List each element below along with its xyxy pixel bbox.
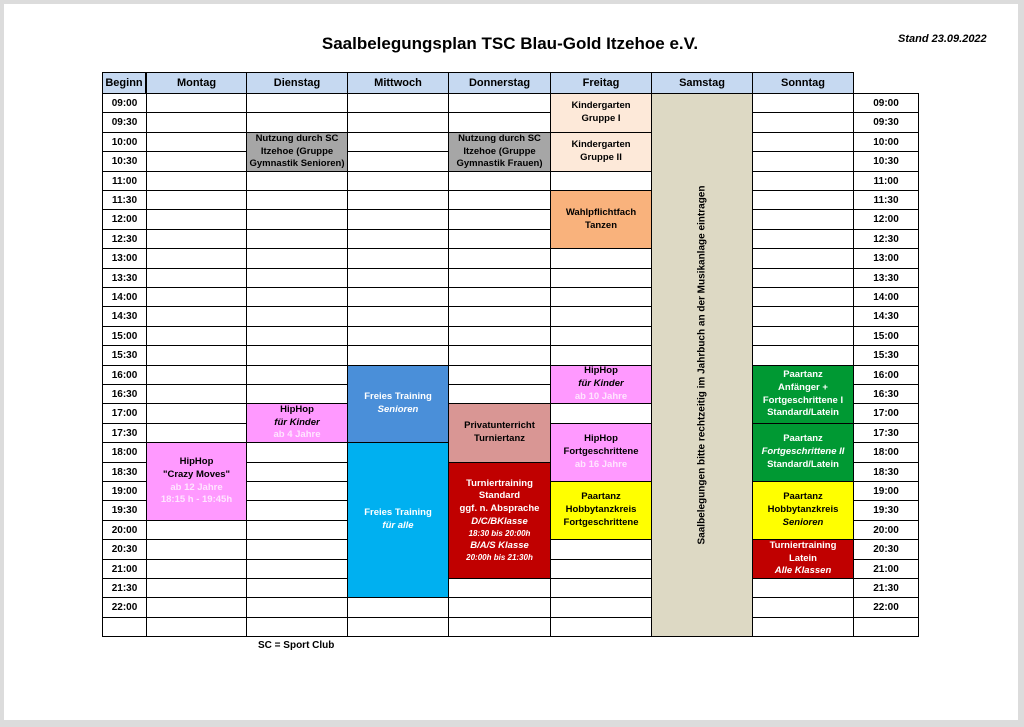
- event-mi-freies-senioren: [347, 365, 449, 443]
- slot-cell: [347, 248, 449, 269]
- slot-cell: [146, 384, 247, 404]
- time-cell-left: 20:00: [102, 520, 147, 540]
- time-cell-right: 13:30: [853, 268, 919, 288]
- slot-cell: [246, 578, 348, 598]
- slot-cell: [246, 209, 348, 230]
- event-line: Fortgeschrittene I: [762, 394, 844, 406]
- slot-cell: [347, 112, 449, 133]
- event-line: für Kinder: [274, 416, 320, 428]
- time-cell-right: 13:00: [853, 248, 919, 269]
- slot-cell: [448, 209, 551, 230]
- event-line: Hobbytanzkreis: [565, 504, 637, 516]
- slot-cell: [146, 171, 247, 191]
- slot-cell: [146, 209, 247, 230]
- slot-cell: [146, 112, 247, 133]
- event-do-privat: [448, 403, 551, 463]
- time-cell-left: 12:00: [102, 209, 147, 230]
- event-line: Gymnastik Frauen): [456, 158, 543, 170]
- time-cell-right: 10:00: [853, 132, 919, 152]
- event-fr-hiphop-fortg: [550, 423, 652, 482]
- slot-cell: [246, 559, 348, 579]
- time-cell-left: 15:30: [102, 345, 147, 366]
- slot-cell: [246, 268, 348, 288]
- slot-cell: [550, 539, 652, 560]
- event-so-paartanz3: [752, 481, 854, 540]
- time-cell-right: 18:30: [853, 462, 919, 482]
- event-fr-wahlpflicht: [550, 190, 652, 249]
- time-cell-right: 21:00: [853, 559, 919, 579]
- slot-cell: [246, 93, 348, 113]
- slot-cell: [347, 597, 449, 618]
- slot-cell: [752, 132, 854, 152]
- slot-cell: [752, 345, 854, 366]
- slot-cell: [550, 248, 652, 269]
- slot-cell: [246, 171, 348, 191]
- saturday-note: Saalbelegungen bitte rechtzeitig im Jahrbuch an der Musikanlage eintragen: [696, 185, 708, 545]
- slot-cell: [448, 345, 551, 366]
- event-line: HipHop: [280, 403, 314, 415]
- slot-cell: [448, 229, 551, 249]
- event-line: Turniertanz: [473, 433, 526, 444]
- slot-cell: [246, 500, 348, 521]
- time-cell-left: 13:00: [102, 248, 147, 269]
- event-line: Standard/Latein: [767, 458, 839, 470]
- slot-cell: [347, 151, 449, 172]
- event-line: Paartanz: [783, 491, 823, 503]
- date-stamp: Stand 23.09.2022: [898, 33, 987, 45]
- slot-cell: [146, 617, 247, 637]
- slot-cell: [550, 287, 652, 307]
- event-line: Privatunterricht: [464, 420, 535, 432]
- event-line: HipHop: [584, 433, 618, 445]
- slot-cell: [550, 345, 652, 366]
- slot-cell: [752, 112, 854, 133]
- slot-cell: [246, 520, 348, 540]
- time-cell-left: 16:30: [102, 384, 147, 404]
- event-line: Turniertraining: [769, 539, 837, 551]
- event-line: Freies Training: [364, 391, 432, 403]
- header-day: Samstag: [651, 72, 753, 94]
- slot-cell: [246, 597, 348, 618]
- slot-cell: [448, 384, 551, 404]
- event-line: Wahlpflichtfach: [565, 206, 637, 218]
- time-cell-right: 11:00: [853, 171, 919, 191]
- slot-cell: [550, 306, 652, 327]
- event-line: Nutzung durch SC: [255, 132, 339, 144]
- time-cell-right: 11:30: [853, 190, 919, 210]
- slot-cell: [146, 559, 247, 579]
- time-cell-right: 15:30: [853, 345, 919, 366]
- slot-cell: [752, 248, 854, 269]
- slot-cell: [448, 597, 551, 618]
- slot-cell: [347, 190, 449, 210]
- slot-cell: [752, 229, 854, 249]
- time-cell-right: [853, 617, 919, 637]
- event-line: 18:15 h - 19:45h: [160, 494, 233, 506]
- time-cell-left: 21:00: [102, 559, 147, 579]
- slot-cell: [146, 268, 247, 288]
- slot-cell: [246, 248, 348, 269]
- slot-cell: [550, 326, 652, 346]
- slot-cell: [146, 248, 247, 269]
- event-mi-freies-alle: [347, 442, 449, 598]
- event-fr-kiga2: [550, 132, 652, 172]
- event-line: ab 16 Jahre: [574, 458, 628, 470]
- slot-cell: [347, 287, 449, 307]
- slot-cell: [752, 93, 854, 113]
- event-line: für alle: [382, 520, 414, 531]
- event-so-paartanz1: [752, 365, 854, 424]
- time-cell-right: 10:30: [853, 151, 919, 172]
- time-cell-left: 12:30: [102, 229, 147, 249]
- time-cell-left: 19:00: [102, 481, 147, 501]
- event-line: ggf. n. Absprache: [459, 503, 540, 515]
- slot-cell: [752, 190, 854, 210]
- slot-cell: [752, 578, 854, 598]
- slot-cell: [146, 132, 247, 152]
- slot-cell: [347, 171, 449, 191]
- event-line: Senioren: [782, 516, 824, 528]
- slot-cell: [146, 229, 247, 249]
- slot-cell: [347, 132, 449, 152]
- event-line: Itzehoe (Gruppe: [463, 145, 536, 157]
- event-fr-kiga1: [550, 93, 652, 133]
- event-line: 18:30 bis 20:00h: [468, 528, 531, 538]
- slot-cell: [347, 326, 449, 346]
- slot-cell: [146, 326, 247, 346]
- time-cell-left: 17:30: [102, 423, 147, 443]
- slot-cell: [246, 112, 348, 133]
- slot-cell: [146, 345, 247, 366]
- time-cell-left: 14:30: [102, 306, 147, 327]
- page-title: Saalbelegungsplan TSC Blau-Gold Itzehoe e.V.: [321, 34, 699, 53]
- event-line: Anfänger +: [778, 381, 828, 393]
- slot-cell: [448, 326, 551, 346]
- event-line: ab 10 Jahre: [574, 390, 628, 402]
- slot-cell: [550, 268, 652, 288]
- time-cell-left: 13:30: [102, 268, 147, 288]
- header-day: Montag: [146, 72, 247, 94]
- time-cell-right: 20:00: [853, 520, 919, 540]
- slot-cell: [246, 384, 348, 404]
- event-line: Freies Training: [364, 507, 432, 519]
- slot-cell: [146, 403, 247, 424]
- slot-cell: [752, 171, 854, 191]
- slot-cell: [550, 597, 652, 618]
- slot-cell: [347, 345, 449, 366]
- slot-cell: [246, 617, 348, 637]
- slot-cell: [146, 151, 247, 172]
- time-cell-left: 09:30: [102, 112, 147, 133]
- slot-cell: [752, 268, 854, 288]
- event-line: Fortgeschrittene: [563, 516, 639, 528]
- time-cell-left: 16:00: [102, 365, 147, 385]
- slot-cell: [448, 190, 551, 210]
- slot-cell: [448, 93, 551, 113]
- time-cell-right: 12:30: [853, 229, 919, 249]
- time-cell-left: 10:00: [102, 132, 147, 152]
- event-fr-hiphop-kinder: [550, 365, 652, 404]
- slot-cell: [752, 597, 854, 618]
- event-line: Turniertraining: [466, 477, 533, 489]
- slot-cell: [448, 306, 551, 327]
- time-cell-right: 20:30: [853, 539, 919, 560]
- event-line: HipHop: [179, 455, 214, 467]
- slot-cell: [448, 365, 551, 385]
- event-line: 20:00h bis 21:30h: [466, 552, 533, 562]
- header-beginn: Beginn: [102, 72, 146, 94]
- event-line: "Crazy Moves": [162, 468, 231, 480]
- event-line: Standard: [478, 490, 521, 502]
- saturday-note-block: [651, 93, 753, 637]
- slot-cell: [246, 539, 348, 560]
- event-line: Standard/Latein: [767, 407, 839, 419]
- event-di-nutzung: [246, 132, 348, 172]
- event-fr-paartanz: [550, 481, 652, 540]
- slot-cell: [146, 190, 247, 210]
- slot-cell: [146, 365, 247, 385]
- time-cell-left: 14:00: [102, 287, 147, 307]
- event-line: Kindergarten: [571, 100, 631, 112]
- event-line: Senioren: [377, 404, 419, 415]
- slot-cell: [246, 462, 348, 482]
- time-cell-left: 18:00: [102, 442, 147, 463]
- time-cell-right: 09:30: [853, 112, 919, 133]
- header-day: Donnerstag: [448, 72, 551, 94]
- time-cell-left: 15:00: [102, 326, 147, 346]
- slot-cell: [752, 287, 854, 307]
- time-cell-left: [102, 617, 147, 637]
- slot-cell: [347, 93, 449, 113]
- time-cell-right: 18:00: [853, 442, 919, 463]
- event-line: HipHop: [584, 365, 618, 377]
- time-cell-left: 21:30: [102, 578, 147, 598]
- slot-cell: [246, 442, 348, 463]
- event-line: B/A/S Klasse: [470, 539, 529, 551]
- time-cell-right: 09:00: [853, 93, 919, 113]
- slot-cell: [246, 190, 348, 210]
- time-cell-right: 19:00: [853, 481, 919, 501]
- slot-cell: [448, 171, 551, 191]
- slot-cell: [448, 578, 551, 598]
- time-cell-right: 15:00: [853, 326, 919, 346]
- event-line: Paartanz: [783, 433, 823, 445]
- event-line: Gruppe I: [581, 113, 621, 124]
- slot-cell: [146, 287, 247, 307]
- slot-cell: [347, 306, 449, 327]
- time-cell-left: 17:00: [102, 403, 147, 424]
- slot-cell: [448, 287, 551, 307]
- time-cell-right: 22:00: [853, 597, 919, 618]
- event-so-paartanz2: [752, 423, 854, 482]
- time-cell-left: 18:30: [102, 462, 147, 482]
- slot-cell: [347, 268, 449, 288]
- slot-cell: [347, 209, 449, 230]
- slot-cell: [246, 481, 348, 501]
- time-cell-left: 10:30: [102, 151, 147, 172]
- slot-cell: [448, 248, 551, 269]
- slot-cell: [347, 229, 449, 249]
- event-line: ab 12 Jahre: [170, 481, 223, 493]
- slot-cell: [448, 112, 551, 133]
- header-day: Freitag: [550, 72, 652, 94]
- event-so-turnier: [752, 539, 854, 579]
- event-line: ab 4 Jahre: [273, 429, 321, 441]
- time-cell-right: 17:30: [853, 423, 919, 443]
- slot-cell: [752, 151, 854, 172]
- slot-cell: [550, 403, 652, 424]
- slot-cell: [550, 171, 652, 191]
- event-line: D/C/BKlasse: [471, 516, 528, 528]
- slot-cell: [550, 578, 652, 598]
- time-cell-left: 20:30: [102, 539, 147, 560]
- time-cell-right: 14:30: [853, 306, 919, 327]
- time-cell-left: 19:30: [102, 500, 147, 521]
- slot-cell: [752, 617, 854, 637]
- time-cell-left: 09:00: [102, 93, 147, 113]
- time-cell-left: 11:30: [102, 190, 147, 210]
- event-do-nutzung: [448, 132, 551, 172]
- slot-cell: [146, 306, 247, 327]
- slot-cell: [550, 559, 652, 579]
- time-cell-right: 16:00: [853, 365, 919, 385]
- slot-cell: [347, 617, 449, 637]
- event-line: Itzehoe (Gruppe: [260, 145, 334, 157]
- time-cell-left: 22:00: [102, 597, 147, 618]
- time-cell-right: 21:30: [853, 578, 919, 598]
- slot-cell: [146, 578, 247, 598]
- slot-cell: [146, 93, 247, 113]
- header-day: Sonntag: [752, 72, 854, 94]
- event-line: Kindergarten: [571, 139, 631, 151]
- slot-cell: [448, 268, 551, 288]
- slot-cell: [752, 209, 854, 230]
- header-day: Dienstag: [246, 72, 348, 94]
- slot-cell: [752, 306, 854, 327]
- event-line: für Kinder: [578, 378, 624, 390]
- slot-cell: [246, 326, 348, 346]
- footnote: SC = Sport Club: [258, 640, 335, 651]
- event-line: Tanzen: [584, 219, 618, 231]
- time-cell-right: 19:30: [853, 500, 919, 521]
- time-cell-right: 16:30: [853, 384, 919, 404]
- event-line: Alle Klassen: [774, 565, 832, 577]
- event-line: Paartanz: [783, 368, 823, 380]
- time-cell-left: 11:00: [102, 171, 147, 191]
- event-line: Gymnastik Senioren): [249, 158, 345, 170]
- slot-cell: [550, 617, 652, 637]
- event-line: Paartanz: [581, 491, 621, 503]
- slot-cell: [146, 520, 247, 540]
- event-line: Fortgeschrittene: [563, 446, 639, 458]
- event-line: Hobbytanzkreis: [767, 504, 839, 516]
- slot-cell: [146, 423, 247, 443]
- time-cell-right: 12:00: [853, 209, 919, 230]
- slot-cell: [146, 597, 247, 618]
- slot-cell: [246, 229, 348, 249]
- slot-cell: [246, 306, 348, 327]
- event-line: Latein: [789, 552, 817, 564]
- slot-cell: [448, 617, 551, 637]
- time-cell-right: 17:00: [853, 403, 919, 424]
- header-day: Mittwoch: [347, 72, 449, 94]
- event-do-turnier: [448, 462, 551, 579]
- slot-cell: [246, 365, 348, 385]
- slot-cell: [752, 326, 854, 346]
- time-cell-right: 14:00: [853, 287, 919, 307]
- event-di-hiphop: [246, 403, 348, 443]
- event-line: Nutzung durch SC: [458, 132, 541, 144]
- slot-cell: [246, 345, 348, 366]
- event-mo-hiphop: [146, 442, 247, 521]
- event-line: Gruppe II: [580, 152, 622, 163]
- slot-cell: [246, 287, 348, 307]
- event-line: Fortgeschrittene II: [761, 446, 845, 458]
- slot-cell: [146, 539, 247, 560]
